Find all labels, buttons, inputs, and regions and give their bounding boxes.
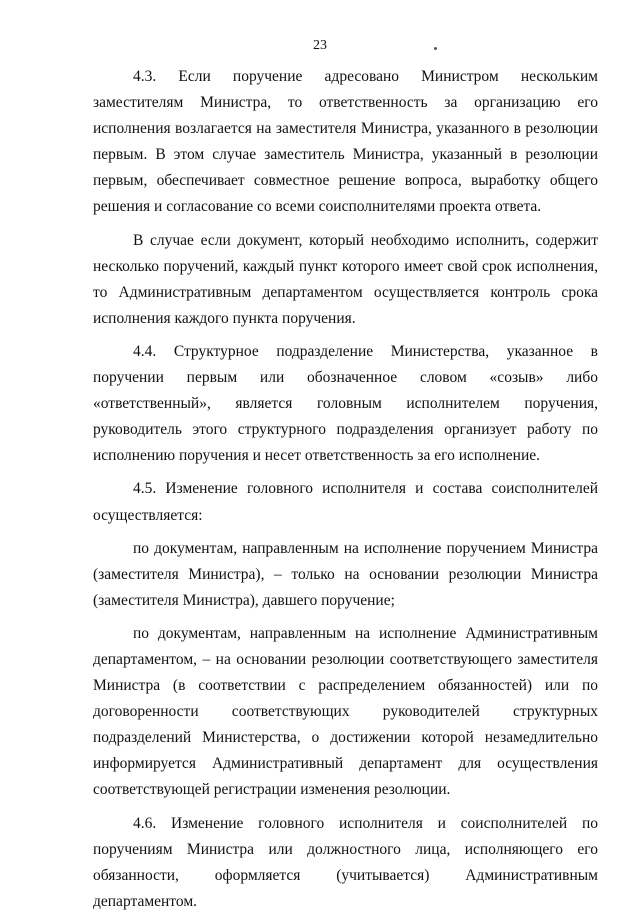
- page-number: 23: [313, 38, 327, 53]
- paragraph-4-5-item-a: по документам, направленным на исполнение поручением Министра (заместителя Министра), – только на основании резолюции Министра (заместителя Министра), давшего поручение;: [93, 539, 598, 609]
- paragraph-4-4: 4.4. Структурное подразделение Министерства, указанное в поручении первым или обозначенное словом «созыв» либо «ответственный», является головным исполнителем поручения, руководитель этого структурного подразделения организует работу по исполнению поручения и несет ответственность за его исполнение.: [93, 342, 598, 465]
- paragraph-4-6: 4.6. Изменение головного исполнителя и соисполнителей по поручениям Министра или должностного лица, исполняющего его обязанности, оформляется (учитывается) Административным департаментом.: [93, 814, 598, 910]
- document-body: [93, 64, 598, 922]
- paragraph-4-3-continued: В случае если документ, который необходимо исполнить, содержит несколько поручений, каждый пункт которого имеет свой срок исполнения, то Административным департаментом осуществляется контроль срока исполнения каждого пункта поручения.: [93, 231, 598, 327]
- paragraph-4-5-item-b: по документам, направленным на исполнение Административным департаментом, – на основании резолюции соответствующего заместителя Министра (в соответствии с распределением обязанностей) или по договоренности соответствующих руководителей структурных подразделений Министерства, о достижении которой незамедлительно информируется Административный департамент для осуществления соответствующей регистрации изменения резолюции.: [93, 624, 598, 799]
- scan-speck: [434, 47, 437, 50]
- paragraph-4-3: 4.3. Если поручение адресовано Министром нескольким заместителям Министра, то ответственность за организацию его исполнения возлагается на заместителя Министра, указанного в резолюции первым. В этом случае заместитель Министра, указанный в резолюции первым, обеспечивает совместное решение вопроса, выработку общего решения и согласование со всеми соисполнителями проекта ответа.: [93, 68, 598, 216]
- paragraph-4-5: 4.5. Изменение головного исполнителя и состава соисполнителей осуществляется:: [93, 480, 598, 524]
